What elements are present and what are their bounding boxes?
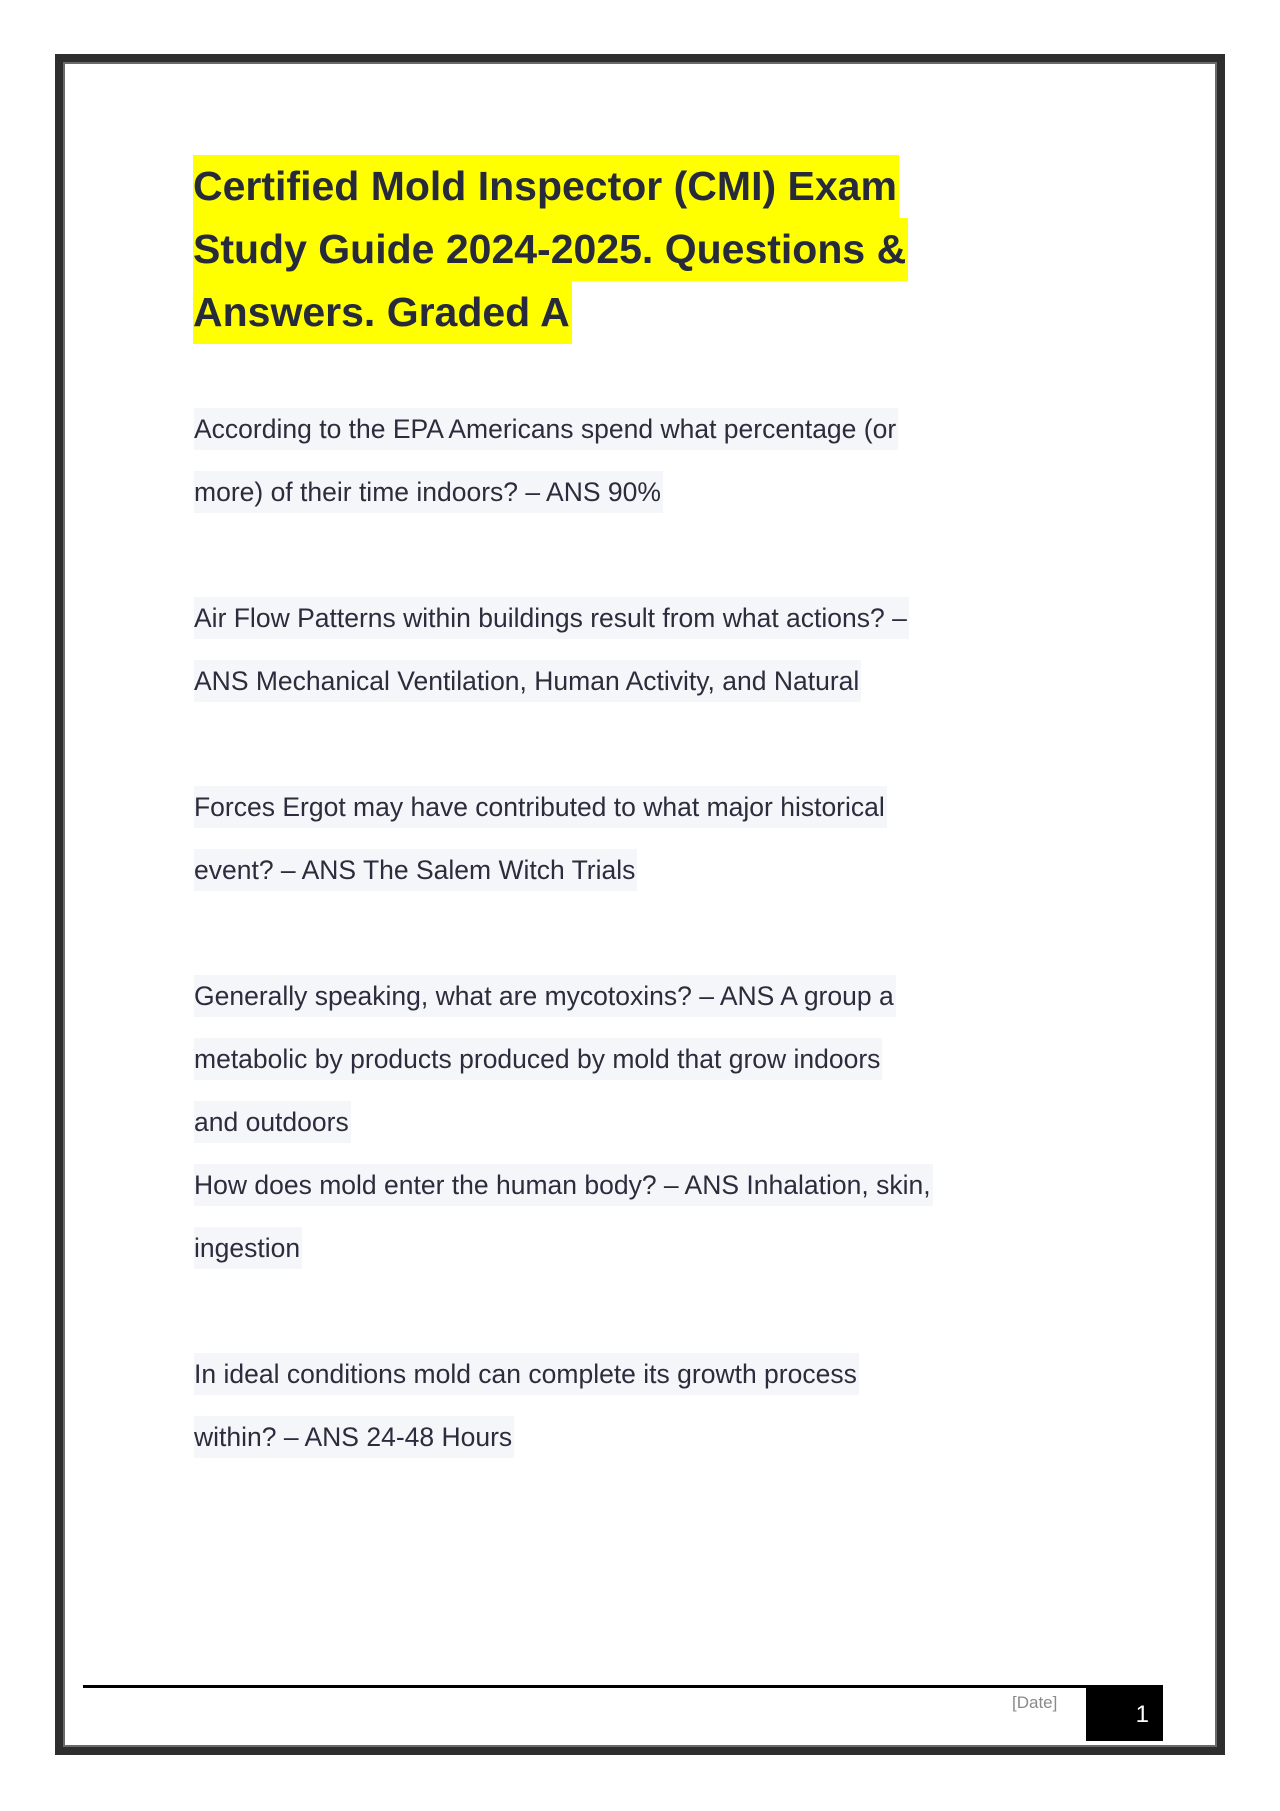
qa-line: metabolic by products produced by mold that grow indoors [194,1038,882,1080]
qa-line: within? – ANS 24-48 Hours [194,1416,514,1458]
qa-line: Generally speaking, what are mycotoxins? – ANS A group a [194,975,896,1017]
qa-line: Air Flow Patterns within buildings result from what actions? – [194,597,909,639]
qa-line: event? – ANS The Salem Witch Trials [194,849,637,891]
qa-line: ANS Mechanical Ventilation, Human Activity, and Natural [194,660,861,702]
title-line: Answers. Graded A [193,281,572,344]
qa-line: more) of their time indoors? – ANS 90% [194,471,663,513]
qa-line: How does mold enter the human body? – ANS Inhalation, skin, [194,1164,933,1206]
qa-line: ingestion [194,1227,302,1269]
footer-rule [83,1685,1163,1688]
qa-line: Forces Ergot may have contributed to what major historical [194,786,887,828]
qa-line: In ideal conditions mold can complete its growth process [194,1353,859,1395]
qa-line: According to the EPA Americans spend what percentage (or [194,408,898,450]
qa-line: and outdoors [194,1101,351,1143]
page-number: 1 [1086,1687,1163,1741]
document-title [193,155,908,344]
title-line: Certified Mold Inspector (CMI) Exam [193,155,899,218]
footer-date: [Date] [1012,1693,1058,1712]
title-line: Study Guide 2024-2025. Questions & [193,218,908,281]
